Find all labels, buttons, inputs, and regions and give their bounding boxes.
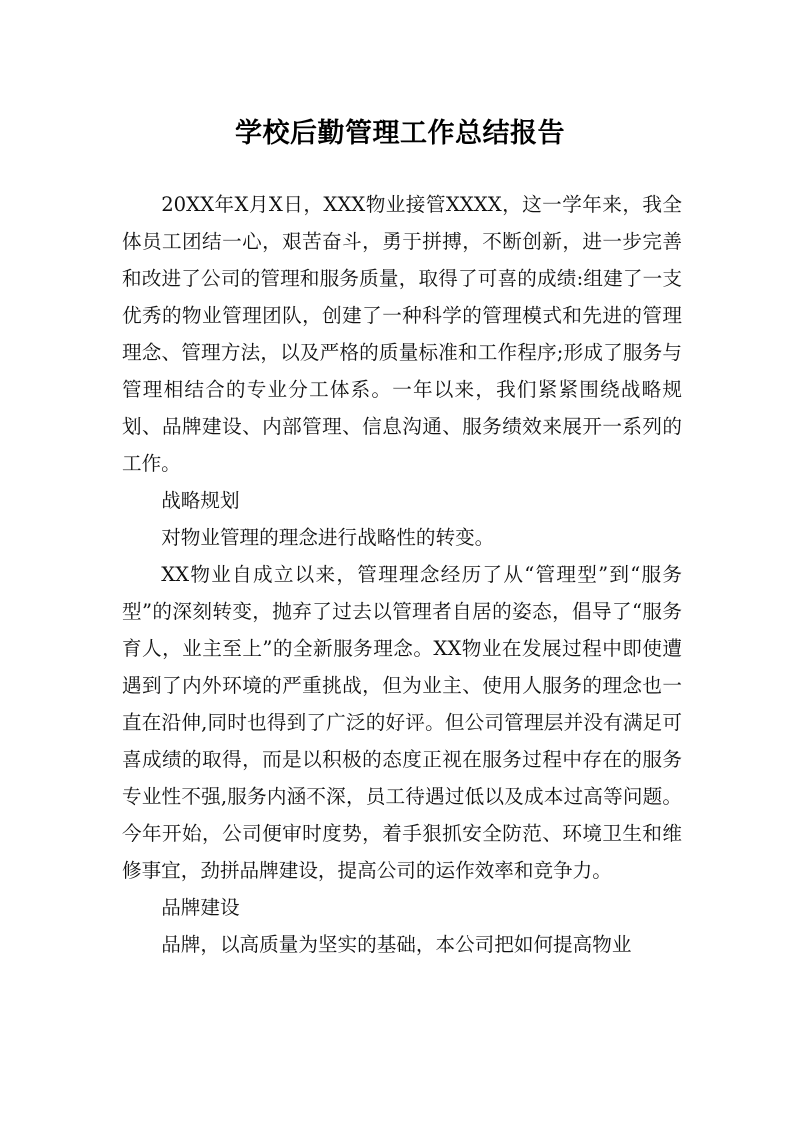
strategy-subtitle: 对物业管理的理念进行战略性的转变。 bbox=[161, 526, 495, 549]
document-body bbox=[122, 186, 682, 963]
page-title: 学校后勤管理工作总结报告 bbox=[235, 118, 565, 150]
strategy-paragraph: XX物业自成立以来，管理理念经历了从“管理型”到“服务型”的深刻转变，抛弃了过去以管理者自居的姿态，倡导了“服务育人，业主至上”的全新服务理念。XX物业在发展过程中即使遭遇到了内外环境的严重挑战，但为业主、使用人服务的理念也一直在沿伸,同时也得到了广泛的好评。但公司管理层并没有满足可喜成绩的取得，而是以积极的态度正视在服务过程中存在的服务专业性不强,服务内涵不深，员工待遇过低以及成本过高等问题。今年开始，公司便审时度势，着手狠抓安全防范、环境卫生和维修事宜，劲拼品牌建设，提高公司的运作效率和竞争力。 bbox=[122, 563, 682, 882]
section-heading-strategy: 战略规划 bbox=[161, 489, 240, 512]
intro-paragraph: 20XX年X月X日，XXX物业接管XXXX，这一学年来，我全体员工团结一心，艰苦奋斗，勇于拼搏，不断创新，进一步完善和改进了公司的管理和服务质量，取得了可喜的成绩:组建了一支优秀的物业管理团队，创建了一种科学的管理模式和先进的管理理念、管理方法，以及严格的质量标准和工作程序;形成了服务与管理相结合的专业分工体系。一年以来，我们紧紧围绕战略规划、品牌建设、内部管理、信息沟通、服务绩效来展开一系列的工作。 bbox=[122, 193, 682, 475]
brand-paragraph: 品牌，以高质量为坚实的基础，本公司把如何提高物业 bbox=[161, 933, 632, 956]
section-heading-brand: 品牌建设 bbox=[161, 896, 240, 919]
